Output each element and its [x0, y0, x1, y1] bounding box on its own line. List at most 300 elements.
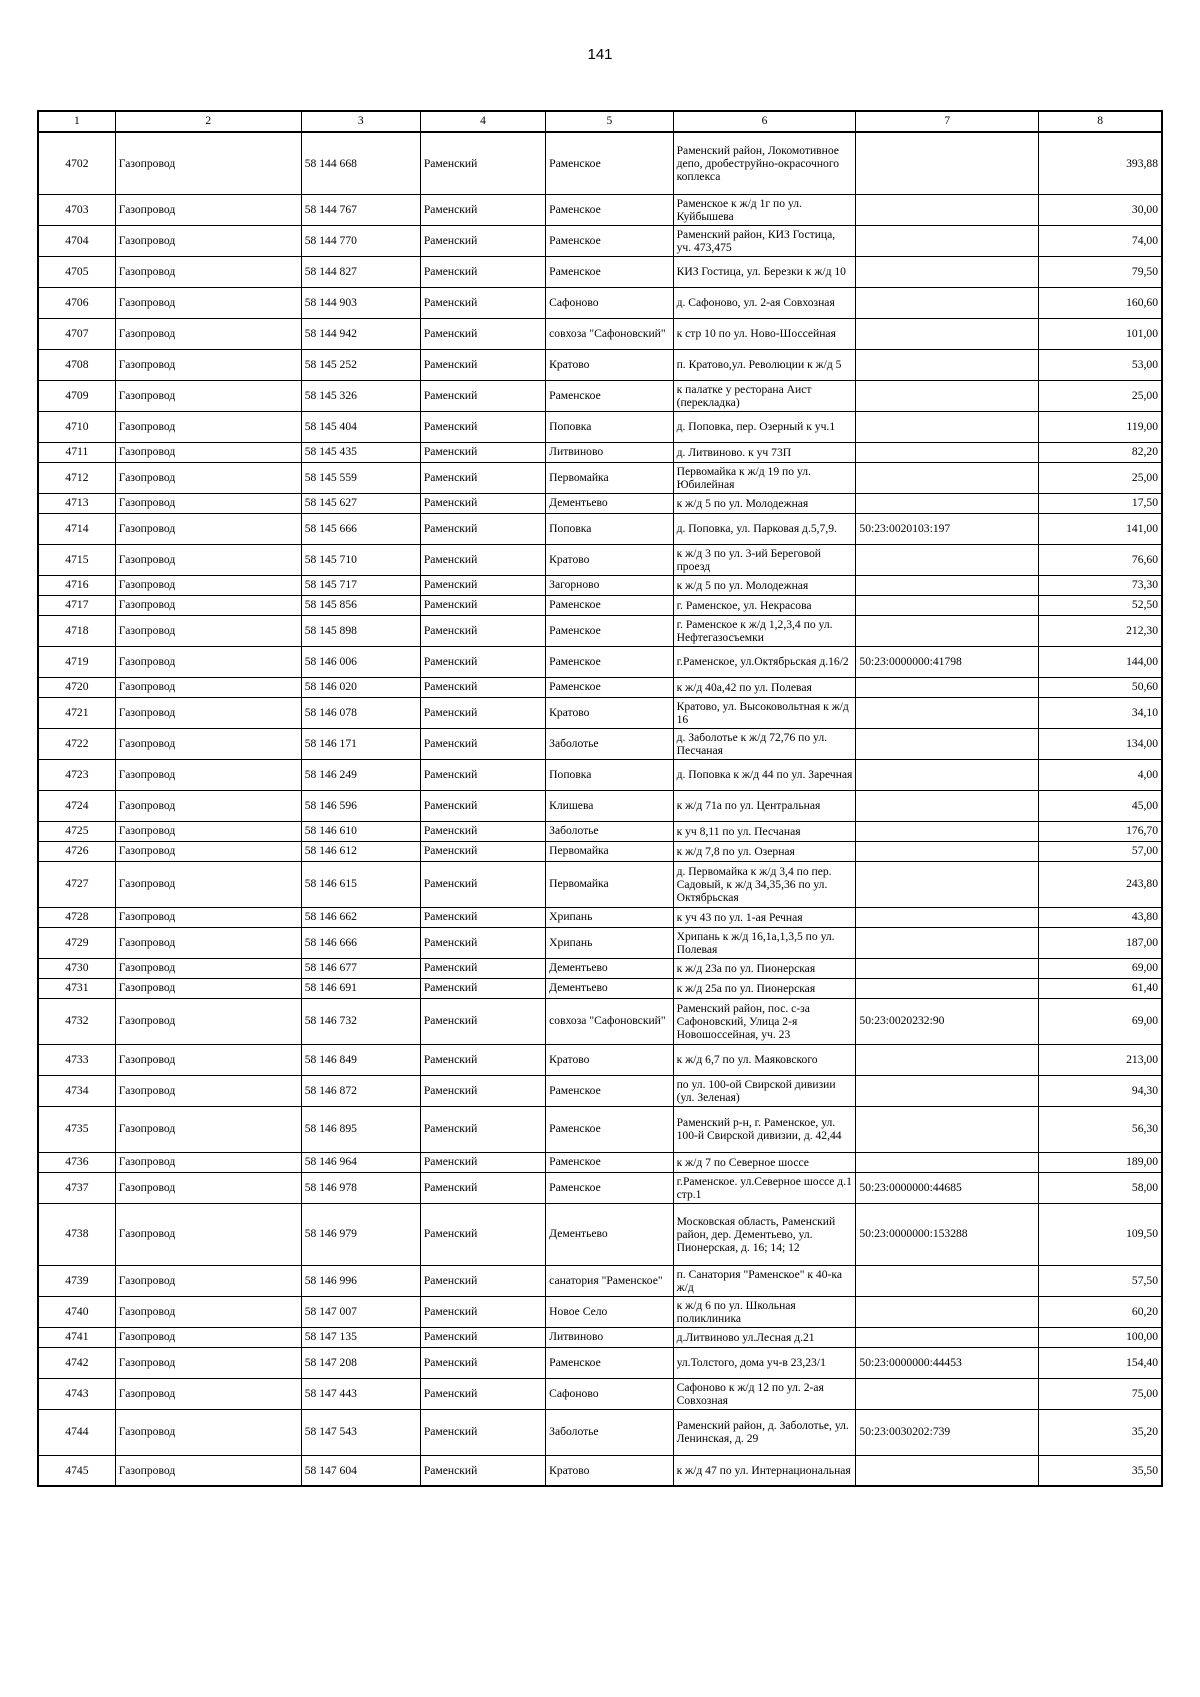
table-cell: Газопровод: [115, 1152, 301, 1172]
table-cell: 4733: [38, 1044, 115, 1075]
table-cell: 4740: [38, 1296, 115, 1327]
table-cell: [856, 380, 1039, 411]
table-cell: Раменский: [420, 978, 545, 998]
table-cell: Московская область, Раменский район, дер. Дементьево, ул. Пионерская, д. 16; 14; 12: [673, 1203, 856, 1265]
table-row: [38, 728, 1162, 759]
table-cell: к ж/д 3 по ул. 3-ий Береговой проезд: [673, 544, 856, 575]
table-cell: ул.Толстого, дома уч-в 23,23/1: [673, 1347, 856, 1378]
table-cell: 4721: [38, 697, 115, 728]
table-row: [38, 256, 1162, 287]
table-cell: 243,80: [1039, 861, 1162, 907]
table-cell: 43,80: [1039, 907, 1162, 927]
table-row: [38, 225, 1162, 256]
table-cell: 50:23:0000000:41798: [856, 646, 1039, 677]
table-cell: 58 145 252: [301, 349, 420, 380]
table-cell: 58 147 007: [301, 1296, 420, 1327]
table-cell: 4712: [38, 462, 115, 493]
table-cell: 58 146 249: [301, 759, 420, 790]
table-cell: Газопровод: [115, 575, 301, 595]
table-row: [38, 907, 1162, 927]
table-cell: 52,50: [1039, 595, 1162, 615]
table-cell: Раменский: [420, 927, 545, 958]
table-cell: [856, 544, 1039, 575]
table-cell: 4,00: [1039, 759, 1162, 790]
table-cell: Раменский: [420, 646, 545, 677]
table-cell: Раменский: [420, 1203, 545, 1265]
table-cell: Газопровод: [115, 1172, 301, 1203]
table-cell: Раменский: [420, 1172, 545, 1203]
table-cell: 100,00: [1039, 1327, 1162, 1347]
table-cell: [856, 256, 1039, 287]
table-cell: Раменский: [420, 1455, 545, 1486]
table-cell: Раменское: [546, 256, 673, 287]
table-cell: Заболотье: [546, 1409, 673, 1455]
table-cell: [856, 861, 1039, 907]
table-cell: [856, 677, 1039, 697]
table-row: [38, 1296, 1162, 1327]
table-cell: [856, 1378, 1039, 1409]
table-cell: 58 145 326: [301, 380, 420, 411]
table-row: [38, 442, 1162, 462]
table-cell: [856, 349, 1039, 380]
table-cell: Раменский: [420, 411, 545, 442]
table-cell: п. Кратово,ул. Революции к ж/д 5: [673, 349, 856, 380]
table-cell: Газопровод: [115, 493, 301, 513]
table-row: [38, 646, 1162, 677]
table-cell: г.Раменское, ул.Октябрьская д.16/2: [673, 646, 856, 677]
table-cell: 141,00: [1039, 513, 1162, 544]
table-cell: Раменский: [420, 861, 545, 907]
table-cell: к палатке у ресторана Аист (перекладка): [673, 380, 856, 411]
column-header: 3: [301, 111, 420, 132]
table-cell: 82,20: [1039, 442, 1162, 462]
table-cell: Раменский: [420, 132, 545, 194]
table-cell: 56,30: [1039, 1106, 1162, 1152]
table-cell: 58 146 964: [301, 1152, 420, 1172]
table-cell: 69,00: [1039, 958, 1162, 978]
table-cell: Кратово: [546, 1044, 673, 1075]
table-cell: 4716: [38, 575, 115, 595]
table-cell: Газопровод: [115, 728, 301, 759]
table-cell: Газопровод: [115, 978, 301, 998]
table-cell: Заболотье: [546, 728, 673, 759]
table-cell: Газопровод: [115, 1044, 301, 1075]
table-cell: к ж/д 7 по Северное шоссе: [673, 1152, 856, 1172]
table-cell: 57,00: [1039, 841, 1162, 861]
table-cell: Газопровод: [115, 1327, 301, 1347]
table-cell: 58 146 677: [301, 958, 420, 978]
table-cell: 58 146 596: [301, 790, 420, 821]
table-cell: д. Литвиново. к уч 73П: [673, 442, 856, 462]
table-cell: 58 147 135: [301, 1327, 420, 1347]
table-cell: 4717: [38, 595, 115, 615]
table-cell: Газопровод: [115, 442, 301, 462]
table-cell: 58 146 895: [301, 1106, 420, 1152]
table-cell: 4745: [38, 1455, 115, 1486]
table-cell: 30,00: [1039, 194, 1162, 225]
table-cell: 4731: [38, 978, 115, 998]
table-cell: 58 144 767: [301, 194, 420, 225]
table-cell: Загорново: [546, 575, 673, 595]
table-row: [38, 1203, 1162, 1265]
table-cell: 176,70: [1039, 821, 1162, 841]
table-cell: 73,30: [1039, 575, 1162, 595]
table-cell: 76,60: [1039, 544, 1162, 575]
table-cell: [856, 1265, 1039, 1296]
table-cell: совхоза "Сафоновский": [546, 318, 673, 349]
table-cell: Кратово: [546, 1455, 673, 1486]
table-cell: 4707: [38, 318, 115, 349]
table-row: [38, 998, 1162, 1044]
table-cell: 50:23:0000000:153288: [856, 1203, 1039, 1265]
table-cell: Первомайка: [546, 462, 673, 493]
table-cell: Газопровод: [115, 225, 301, 256]
table-cell: Раменский: [420, 1296, 545, 1327]
table-cell: Газопровод: [115, 380, 301, 411]
table-row: [38, 861, 1162, 907]
table-cell: 50:23:0020232:90: [856, 998, 1039, 1044]
table-cell: 189,00: [1039, 1152, 1162, 1172]
table-cell: Газопровод: [115, 821, 301, 841]
table-cell: 58 146 979: [301, 1203, 420, 1265]
table-cell: 144,00: [1039, 646, 1162, 677]
table-cell: Газопровод: [115, 287, 301, 318]
table-cell: 58 145 666: [301, 513, 420, 544]
table-cell: Раменский: [420, 1152, 545, 1172]
table-cell: Литвиново: [546, 442, 673, 462]
table-cell: Литвиново: [546, 1327, 673, 1347]
table-cell: Газопровод: [115, 907, 301, 927]
table-cell: Новое Село: [546, 1296, 673, 1327]
table-cell: 60,20: [1039, 1296, 1162, 1327]
table-cell: Хрипань к ж/д 16,1а,1,3,5 по ул. Полевая: [673, 927, 856, 958]
table-cell: Газопровод: [115, 1409, 301, 1455]
table-cell: Сафоново к ж/д 12 по ул. 2-ая Совхозная: [673, 1378, 856, 1409]
table-cell: Хрипань: [546, 907, 673, 927]
table-cell: д. Сафоново, ул. 2-ая Совхозная: [673, 287, 856, 318]
table-cell: Газопровод: [115, 1106, 301, 1152]
table-row: [38, 1075, 1162, 1106]
table-cell: [856, 287, 1039, 318]
table-cell: д. Поповка, пер. Озерный к уч.1: [673, 411, 856, 442]
table-cell: 58 146 849: [301, 1044, 420, 1075]
table-cell: [856, 1327, 1039, 1347]
table-row: [38, 1172, 1162, 1203]
table-cell: 58 146 662: [301, 907, 420, 927]
column-header: 7: [856, 111, 1039, 132]
table-cell: Газопровод: [115, 646, 301, 677]
table-cell: 94,30: [1039, 1075, 1162, 1106]
table-cell: Раменский: [420, 728, 545, 759]
table-row: [38, 493, 1162, 513]
table-cell: 4708: [38, 349, 115, 380]
table-cell: к ж/д 7,8 по ул. Озерная: [673, 841, 856, 861]
table-cell: Газопровод: [115, 1203, 301, 1265]
table-cell: [856, 1075, 1039, 1106]
table-row: [38, 1152, 1162, 1172]
column-header: 8: [1039, 111, 1162, 132]
table-cell: Раменский: [420, 256, 545, 287]
table-cell: 50:23:0030202:739: [856, 1409, 1039, 1455]
table-cell: 4741: [38, 1327, 115, 1347]
table-cell: 58 145 435: [301, 442, 420, 462]
table-cell: 57,50: [1039, 1265, 1162, 1296]
table-cell: [856, 927, 1039, 958]
table-cell: Газопровод: [115, 513, 301, 544]
table-cell: Сафоново: [546, 1378, 673, 1409]
table-cell: 4730: [38, 958, 115, 978]
table-row: [38, 978, 1162, 998]
table-row: [38, 544, 1162, 575]
table-cell: 4734: [38, 1075, 115, 1106]
table-cell: 4728: [38, 907, 115, 927]
table-cell: Раменский: [420, 907, 545, 927]
table-cell: [856, 1106, 1039, 1152]
table-cell: к ж/д 71а по ул. Центральная: [673, 790, 856, 821]
table-cell: [856, 759, 1039, 790]
table-cell: Раменский район, пос. с-за Сафоновский, Улица 2-я Новошоссейная, уч. 23: [673, 998, 856, 1044]
table-cell: Раменский: [420, 225, 545, 256]
table-cell: Первомайка к ж/д 19 по ул. Юбилейная: [673, 462, 856, 493]
table-cell: Раменский: [420, 1075, 545, 1106]
table-row: [38, 595, 1162, 615]
table-cell: к ж/д 47 по ул. Интернациональная: [673, 1455, 856, 1486]
table-cell: 4727: [38, 861, 115, 907]
table-cell: Раменский: [420, 1106, 545, 1152]
table-cell: Раменское: [546, 194, 673, 225]
table-cell: 4720: [38, 677, 115, 697]
table-cell: Газопровод: [115, 677, 301, 697]
table-cell: Газопровод: [115, 256, 301, 287]
table-cell: 79,50: [1039, 256, 1162, 287]
column-header: 4: [420, 111, 545, 132]
table-cell: Кратово: [546, 349, 673, 380]
column-header: 2: [115, 111, 301, 132]
table-cell: [856, 821, 1039, 841]
table-cell: 50:23:0000000:44685: [856, 1172, 1039, 1203]
table-cell: Кратово: [546, 544, 673, 575]
table-cell: 35,50: [1039, 1455, 1162, 1486]
table-cell: Газопровод: [115, 958, 301, 978]
table-cell: к уч 43 по ул. 1-ая Речная: [673, 907, 856, 927]
table-cell: 58 145 717: [301, 575, 420, 595]
table-cell: Поповка: [546, 759, 673, 790]
table-cell: 58 144 770: [301, 225, 420, 256]
table-cell: 4744: [38, 1409, 115, 1455]
table-cell: [856, 411, 1039, 442]
table-cell: Раменский: [420, 318, 545, 349]
table-cell: [856, 907, 1039, 927]
table-cell: по ул. 100-ой Свирской дивизии (ул. Зеленая): [673, 1075, 856, 1106]
table-cell: 25,00: [1039, 462, 1162, 493]
table-cell: 58 145 627: [301, 493, 420, 513]
table-cell: 74,00: [1039, 225, 1162, 256]
table-cell: 187,00: [1039, 927, 1162, 958]
table-cell: Раменский: [420, 1044, 545, 1075]
table-cell: 4713: [38, 493, 115, 513]
table-cell: Сафоново: [546, 287, 673, 318]
table-cell: Раменское: [546, 1172, 673, 1203]
table-cell: к ж/д 6,7 по ул. Маяковского: [673, 1044, 856, 1075]
table-row: [38, 821, 1162, 841]
table-cell: Раменское: [546, 1152, 673, 1172]
table-cell: Раменский район, д. Заболотье, ул. Ленинская, д. 29: [673, 1409, 856, 1455]
table-cell: 58 145 404: [301, 411, 420, 442]
table-cell: 4729: [38, 927, 115, 958]
table-cell: [856, 225, 1039, 256]
table-cell: г. Раменское, ул. Некрасова: [673, 595, 856, 615]
table-cell: Дементьево: [546, 493, 673, 513]
table-cell: Раменский: [420, 595, 545, 615]
table-cell: 4723: [38, 759, 115, 790]
table-cell: Газопровод: [115, 998, 301, 1044]
table-cell: 69,00: [1039, 998, 1162, 1044]
table-cell: 58 147 543: [301, 1409, 420, 1455]
table-cell: Раменский: [420, 759, 545, 790]
table-cell: Первомайка: [546, 861, 673, 907]
table-cell: 58 146 872: [301, 1075, 420, 1106]
table-cell: Газопровод: [115, 1265, 301, 1296]
column-header: 5: [546, 111, 673, 132]
table-row: [38, 927, 1162, 958]
table-cell: д. Первомайка к ж/д 3,4 по пер. Садовый, к ж/д 34,35,36 по ул. Октябрьская: [673, 861, 856, 907]
table-cell: 4726: [38, 841, 115, 861]
table-cell: 4703: [38, 194, 115, 225]
table-cell: Раменский: [420, 841, 545, 861]
table-cell: [856, 595, 1039, 615]
table-cell: 119,00: [1039, 411, 1162, 442]
table-cell: Заболотье: [546, 821, 673, 841]
table-cell: 4737: [38, 1172, 115, 1203]
table-cell: 50:23:0020103:197: [856, 513, 1039, 544]
table-cell: Газопровод: [115, 697, 301, 728]
table-row: [38, 790, 1162, 821]
table-row: [38, 615, 1162, 646]
table-cell: Раменский: [420, 349, 545, 380]
table-cell: Раменский: [420, 1378, 545, 1409]
table-cell: [856, 697, 1039, 728]
table-cell: к уч 8,11 по ул. Песчаная: [673, 821, 856, 841]
table-cell: к стр 10 по ул. Ново-Шоссейная: [673, 318, 856, 349]
table-row: [38, 132, 1162, 194]
table-cell: 58 147 208: [301, 1347, 420, 1378]
table-cell: [856, 132, 1039, 194]
table-cell: 58 146 612: [301, 841, 420, 861]
table-row: [38, 1327, 1162, 1347]
table-cell: Газопровод: [115, 1378, 301, 1409]
table-cell: 4704: [38, 225, 115, 256]
table-cell: [856, 493, 1039, 513]
table-cell: Газопровод: [115, 132, 301, 194]
table-cell: Раменский: [420, 194, 545, 225]
table-cell: Газопровод: [115, 841, 301, 861]
table-cell: [856, 1044, 1039, 1075]
table-cell: 4742: [38, 1347, 115, 1378]
table-cell: 134,00: [1039, 728, 1162, 759]
table-cell: Газопровод: [115, 544, 301, 575]
table-cell: к ж/д 40а,42 по ул. Полевая: [673, 677, 856, 697]
table-row: [38, 1347, 1162, 1378]
table-cell: Газопровод: [115, 411, 301, 442]
table-cell: 75,00: [1039, 1378, 1162, 1409]
table-cell: Газопровод: [115, 615, 301, 646]
table-cell: 4710: [38, 411, 115, 442]
table-row: [38, 575, 1162, 595]
table-cell: д. Заболотье к ж/д 72,76 по ул. Песчаная: [673, 728, 856, 759]
table-cell: Газопровод: [115, 927, 301, 958]
table-cell: 4736: [38, 1152, 115, 1172]
table-cell: [856, 318, 1039, 349]
table-cell: Раменский: [420, 998, 545, 1044]
table-row: [38, 759, 1162, 790]
table-cell: [856, 1455, 1039, 1486]
table-cell: 4715: [38, 544, 115, 575]
table-cell: Газопровод: [115, 1347, 301, 1378]
table-cell: [856, 958, 1039, 978]
table-cell: Газопровод: [115, 595, 301, 615]
column-header: 6: [673, 111, 856, 132]
table-cell: Газопровод: [115, 759, 301, 790]
table-cell: Газопровод: [115, 194, 301, 225]
table-cell: Дементьево: [546, 978, 673, 998]
table-cell: 154,40: [1039, 1347, 1162, 1378]
table-cell: 58 147 443: [301, 1378, 420, 1409]
table-cell: Раменский: [420, 1409, 545, 1455]
table-cell: Раменское: [546, 646, 673, 677]
register-table: [37, 110, 1163, 1487]
table-cell: 58 145 856: [301, 595, 420, 615]
table-cell: Раменское: [546, 225, 673, 256]
table-cell: Раменский: [420, 287, 545, 318]
table-cell: д. Поповка к ж/д 44 по ул. Заречная: [673, 759, 856, 790]
table-cell: 4724: [38, 790, 115, 821]
table-row: [38, 697, 1162, 728]
table-cell: к ж/д 5 по ул. Молодежная: [673, 493, 856, 513]
table-cell: КИЗ Гостица, ул. Березки к ж/д 10: [673, 256, 856, 287]
table-row: [38, 1409, 1162, 1455]
table-cell: 58 144 827: [301, 256, 420, 287]
table-cell: 4732: [38, 998, 115, 1044]
table-cell: [856, 1296, 1039, 1327]
table-cell: к ж/д 6 по ул. Школьная поликлиника: [673, 1296, 856, 1327]
table-cell: Раменский: [420, 1347, 545, 1378]
table-cell: 50,60: [1039, 677, 1162, 697]
table-cell: Кратово, ул. Высоковольтная к ж/д 16: [673, 697, 856, 728]
table-cell: совхоза "Сафоновский": [546, 998, 673, 1044]
table-cell: [856, 1152, 1039, 1172]
table-cell: 4705: [38, 256, 115, 287]
table-cell: 4709: [38, 380, 115, 411]
table-row: [38, 513, 1162, 544]
table-cell: 4714: [38, 513, 115, 544]
table-cell: 4738: [38, 1203, 115, 1265]
table-cell: 45,00: [1039, 790, 1162, 821]
table-cell: 4725: [38, 821, 115, 841]
table-cell: 393,88: [1039, 132, 1162, 194]
table-row: [38, 349, 1162, 380]
table-cell: 58 146 691: [301, 978, 420, 998]
table-cell: [856, 615, 1039, 646]
table-cell: Раменский: [420, 615, 545, 646]
table-cell: 61,40: [1039, 978, 1162, 998]
table-cell: 35,20: [1039, 1409, 1162, 1455]
table-cell: Кратово: [546, 697, 673, 728]
table-row: [38, 411, 1162, 442]
table-header-row: [38, 111, 1162, 132]
table-cell: [856, 194, 1039, 225]
table-cell: Раменское: [546, 132, 673, 194]
column-header: 1: [38, 111, 115, 132]
